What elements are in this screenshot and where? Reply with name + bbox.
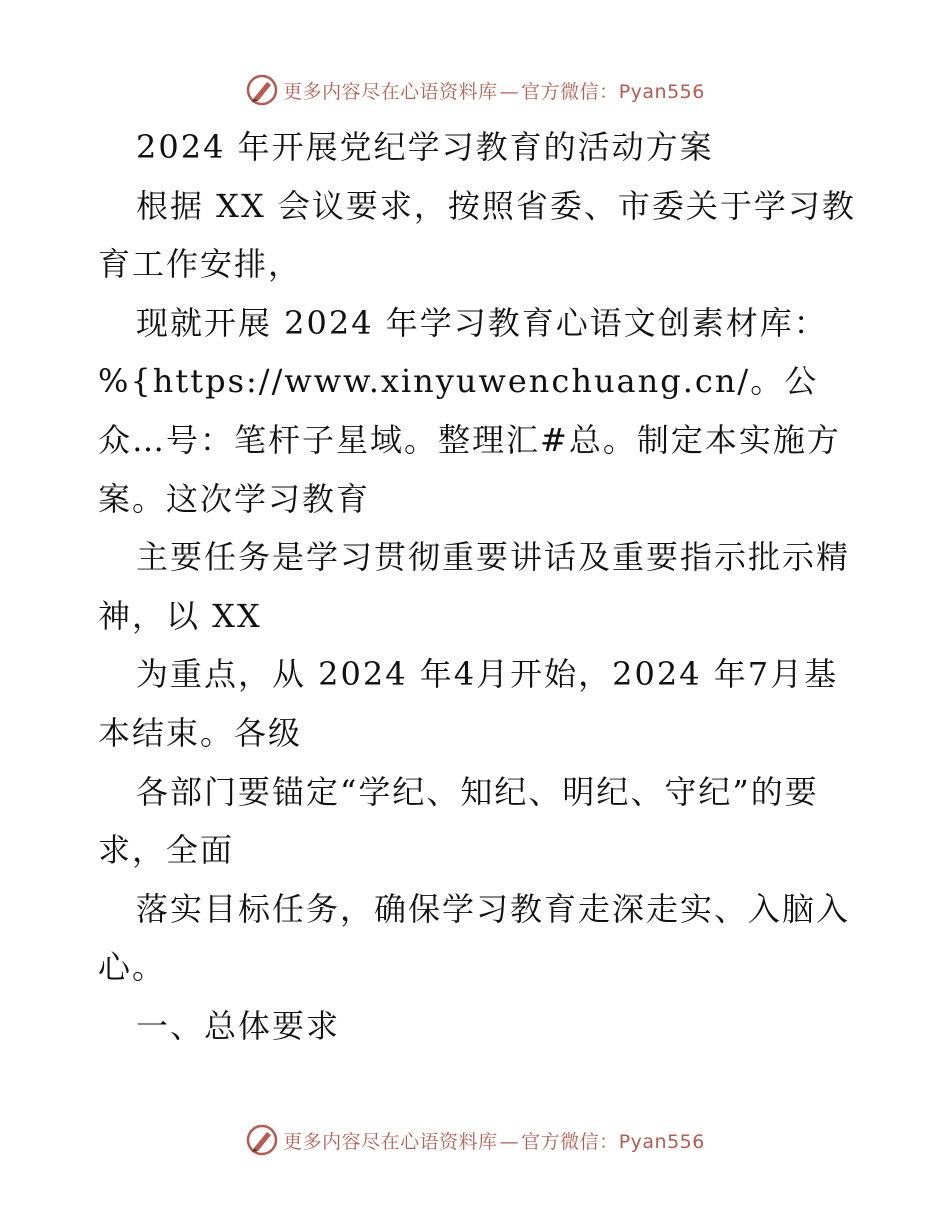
banner-slogan: 更多内容尽在心语资料库 [283,1130,498,1153]
footer-banner [0,1118,950,1162]
pen-logo-icon [245,73,279,107]
document-body [98,118,858,1056]
banner-wechat-label: 官方微信： [521,80,619,103]
banner-text [283,77,705,104]
banner-text [283,1127,705,1154]
banner-separator: — [499,1130,520,1153]
paragraph: 落实目标任务，确保学习教育走深走实、入脑入心。 [98,889,851,987]
paragraph: 为重点，从 2024 年4月开始，2024 年7月基本结束。各级 [98,655,839,752]
document-title: 2024 年开展党纪学习教育的活动方案 [136,128,714,166]
banner-wechat-id: Pyan556 [618,80,705,103]
section-heading: 一、总体要求 [136,1006,341,1045]
paragraph: 根据 XX 会议要求，按照省委、市委关于学习教育工作安排， [98,186,856,284]
banner-wechat-label: 官方微信： [521,1130,619,1153]
banner-wechat-id: Pyan556 [618,1130,705,1153]
banner-slogan: 更多内容尽在心语资料库 [283,80,498,103]
pen-logo-icon [245,1123,279,1157]
paragraph: 各部门要锚定“学纪、知纪、明纪、守纪”的要求，全面 [98,772,819,870]
paragraph: 主要任务是学习贯彻重要讲话及重要指示批示精神，以 XX [98,538,851,635]
paragraph: 现就开展 2024 年学习教育心语文创素材库：%{https://www.xinyuwenchuang.cn/。公众…号：笔杆子星域。整理汇#总。制定本实施方案。这次学习教育 [98,303,841,518]
header-banner [0,68,950,112]
banner-separator: — [499,80,520,103]
